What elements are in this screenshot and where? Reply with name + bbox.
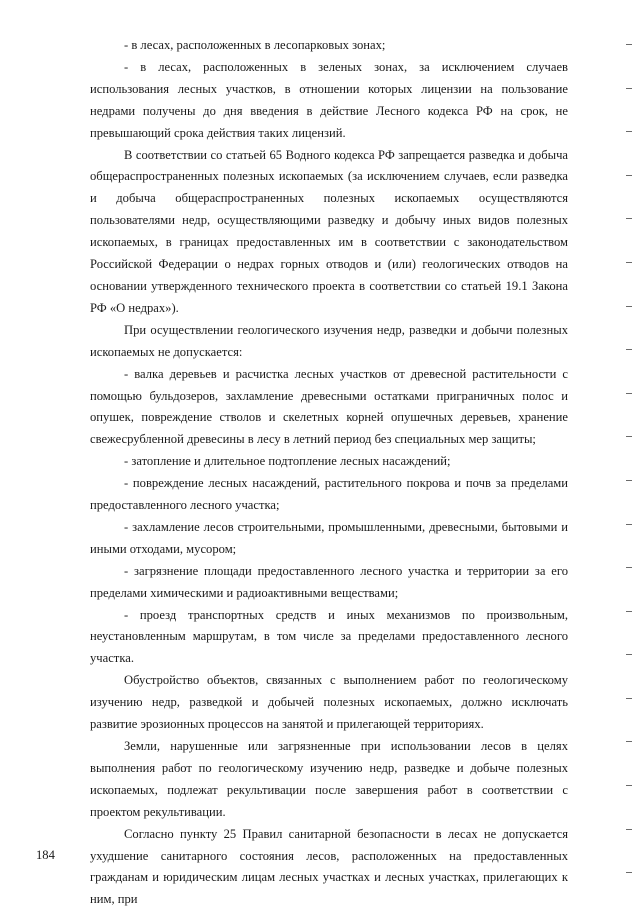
scan-margin-mark (626, 393, 632, 394)
list-item: - валка деревьев и расчистка лесных участков от древесной растительности с помощью бульдозеров, захламление древесными остатками приграничных полос и опушек, повреждение стволов и скелетных корней опушечных деревьев, хранение свежесрубленной древесины в лесу в летний период без специальных мер защиты; (90, 366, 568, 447)
scan-margin-mark (626, 44, 632, 45)
scan-margin-mark (626, 741, 632, 742)
scan-margin-mark (626, 654, 632, 655)
scan-margin-mark (626, 131, 632, 132)
list-item: - повреждение лесных насаждений, растительного покрова и почв за пределами предоставленного лесного участка; (90, 476, 568, 513)
scan-margin-mark (626, 611, 632, 612)
scan-margin-mark (626, 567, 632, 568)
scan-margin-mark (626, 698, 632, 699)
scan-margin-mark (626, 872, 632, 873)
scan-margin-mark (626, 436, 632, 437)
scan-margin-mark (626, 785, 632, 786)
paragraph: Земли, нарушенные или загрязненные при использовании лесов в целях выполнения работ по геологическому изучению недр, разведке и добыче полезных ископаемых, подлежат рекультивации после завершения работ в соответствии с проектом рекультивации. (90, 739, 568, 819)
list-item: - затопление и длительное подтопление лесных насаждений; (124, 454, 451, 469)
page-number: 184 (36, 848, 55, 862)
scan-margin-mark (626, 218, 632, 219)
list-item: - в лесах, расположенных в лесопарковых зонах; (124, 38, 386, 52)
paragraph: Согласно пункту 25 Правил санитарной безопасности в лесах не допускается ухудшение санитарного состояния лесов, расположенных на предоставленных гражданам и юридическим лицам лесных участках и лесных участках, прилегающих к ним, при (90, 826, 568, 907)
scan-margin-mark (626, 524, 632, 525)
scan-margin-mark (626, 88, 632, 89)
paragraph: При осуществлении геологического изучения недр, разведки и добычи полезных ископаемых не допускается: (90, 322, 568, 359)
scan-margin-mark (626, 262, 632, 263)
paragraph: Обустройство объектов, связанных с выполнением работ по геологическому изучению недр, разведкой и добычей полезных ископаемых, должно исключать развитие эрозионных процессов на занятой и прилегающей территориях. (90, 673, 568, 732)
scan-margin-mark (626, 175, 632, 176)
scan-margin-mark (626, 306, 632, 307)
scan-margin-mark (626, 829, 632, 830)
scan-margin-mark (626, 349, 632, 350)
list-item: - захламление лесов строительными, промышленными, древесными, бытовыми и иными отходами, мусором; (90, 519, 568, 556)
list-item: - в лесах, расположенных в зеленых зонах, за исключением случаев использования лесных участков, в отношении которых лицензии на пользование недрами получены до дня введения в действие Лесного кодекса РФ на срок, не превышающий срока действия таких лицензий. (90, 59, 568, 140)
paragraph: В соответствии со статьей 65 Водного кодекса РФ запрещается разведка и добыча общераспространенных полезных ископаемых (за исключением случаев, если разведка и добыча общераспространенных полезных ископаемых осуществляются пользователями недр, осуществляющими разведку и добычу иных видов полезных ископаемых, в границах предоставленных им в соответствии с законодательством Российской Федерации о недрах горных отводов и (или) геологических отводов на основании утвержденного технического проекта в соответствии со статьей 19.1 Закона РФ «О недрах»). (90, 147, 568, 315)
list-item: - проезд транспортных средств и иных механизмов по произвольным, неустановленным маршрутам, в том числе за пределами предоставленного лесного участка. (90, 607, 568, 666)
body-text (90, 35, 568, 911)
list-item: - загрязнение площади предоставленного лесного участка и территории за его пределами химическими и радиоактивными веществами; (90, 563, 568, 600)
scan-margin-mark (626, 480, 632, 481)
